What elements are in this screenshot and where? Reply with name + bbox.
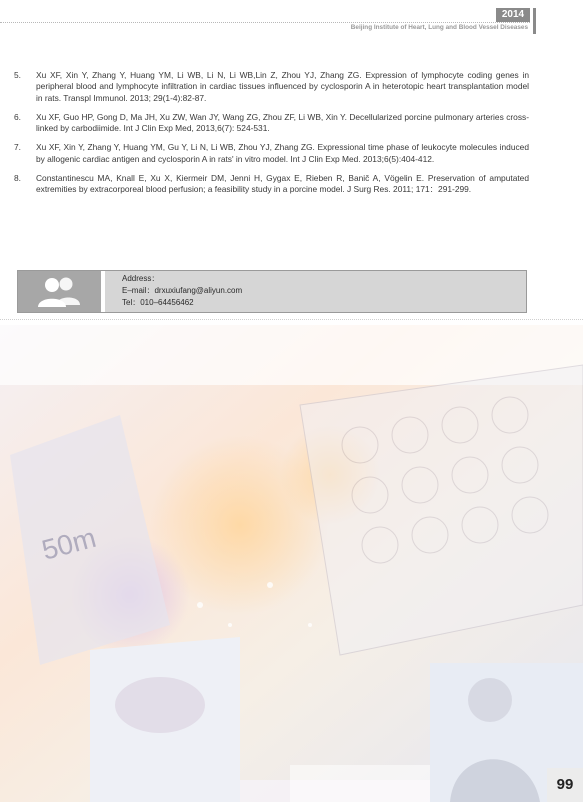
reference-item: [14, 173, 529, 196]
address-label: Address：: [122, 274, 160, 283]
reference-number: 7.: [14, 142, 21, 153]
reference-text: Constantinescu MA, Knall E, Xu X, Kiermeir DM, Jenni H, Gygax E, Rieben R, Banič A, Vögelin E. Preservation of amputated extremities by extracorporeal blood perfusion; a feasibility study in a porcine model. J Surg Res. 2011; 171：291-299.: [36, 173, 529, 195]
section-divider: [0, 319, 583, 320]
people-icon: [36, 274, 82, 310]
reference-text: Xu XF, Guo HP, Gong D, Ma JH, Xu ZW, Wan JY, Wang ZG, Zhou ZF, Li WB, Xin Y. Decellularized porcine pulmonary arteries cross-linked by carbodiimide. Int J Clin Exp Med, 2013,6(7): 524-531.: [36, 111, 529, 134]
email-text: E–mail：drxuxiufang@aliyun.com: [122, 286, 243, 295]
year-tag: 2014: [496, 8, 530, 22]
avatar: [18, 271, 101, 312]
svg-text:50m: 50m: [38, 521, 100, 566]
author-contact-box: [17, 270, 527, 313]
reference-item: [14, 70, 529, 104]
contact-info: [105, 271, 526, 312]
reference-item: [14, 112, 529, 135]
header-rule: [0, 22, 530, 23]
reference-text: Xu XF, Xin Y, Zhang Y, Huang YM, Li WB, Li N, Li WB,Lin Z, Zhou YJ, Zhang ZG. Expression of lymphocyte coding genes in peripheral blood and lymphocyte infiltration in cardiac tissues influenced by cyclosporin A in heterotopic heart transplantation model in rats. Transpl Immunol. 2013; 29(1-4):82-87.: [36, 70, 529, 103]
phone-text: Tel：010–64456462: [122, 298, 194, 307]
reference-number: 8.: [14, 173, 21, 184]
header-bar: [533, 8, 536, 34]
reference-number: 5.: [14, 70, 21, 80]
reference-number: 6.: [14, 111, 21, 122]
reference-text: Xu XF, Xin Y, Zhang Y, Huang YM, Gu Y, Li N, Li WB, Zhou YJ, Zhang ZG. Expressional time phase of leukocyte molecules induced by allogenic cardiac antigen and cyclosporin A in rats' in vitro model. Int J Clin Exp Med. 2013;6(5):404-412.: [36, 142, 529, 164]
decorative-lab-photo: [0, 325, 583, 802]
institute-name: Beijing Institute of Heart, Lung and Blood Vessel Diseases: [350, 24, 528, 31]
reference-list: [14, 70, 529, 204]
reference-item: [14, 142, 529, 165]
page-number: 99: [547, 768, 583, 802]
